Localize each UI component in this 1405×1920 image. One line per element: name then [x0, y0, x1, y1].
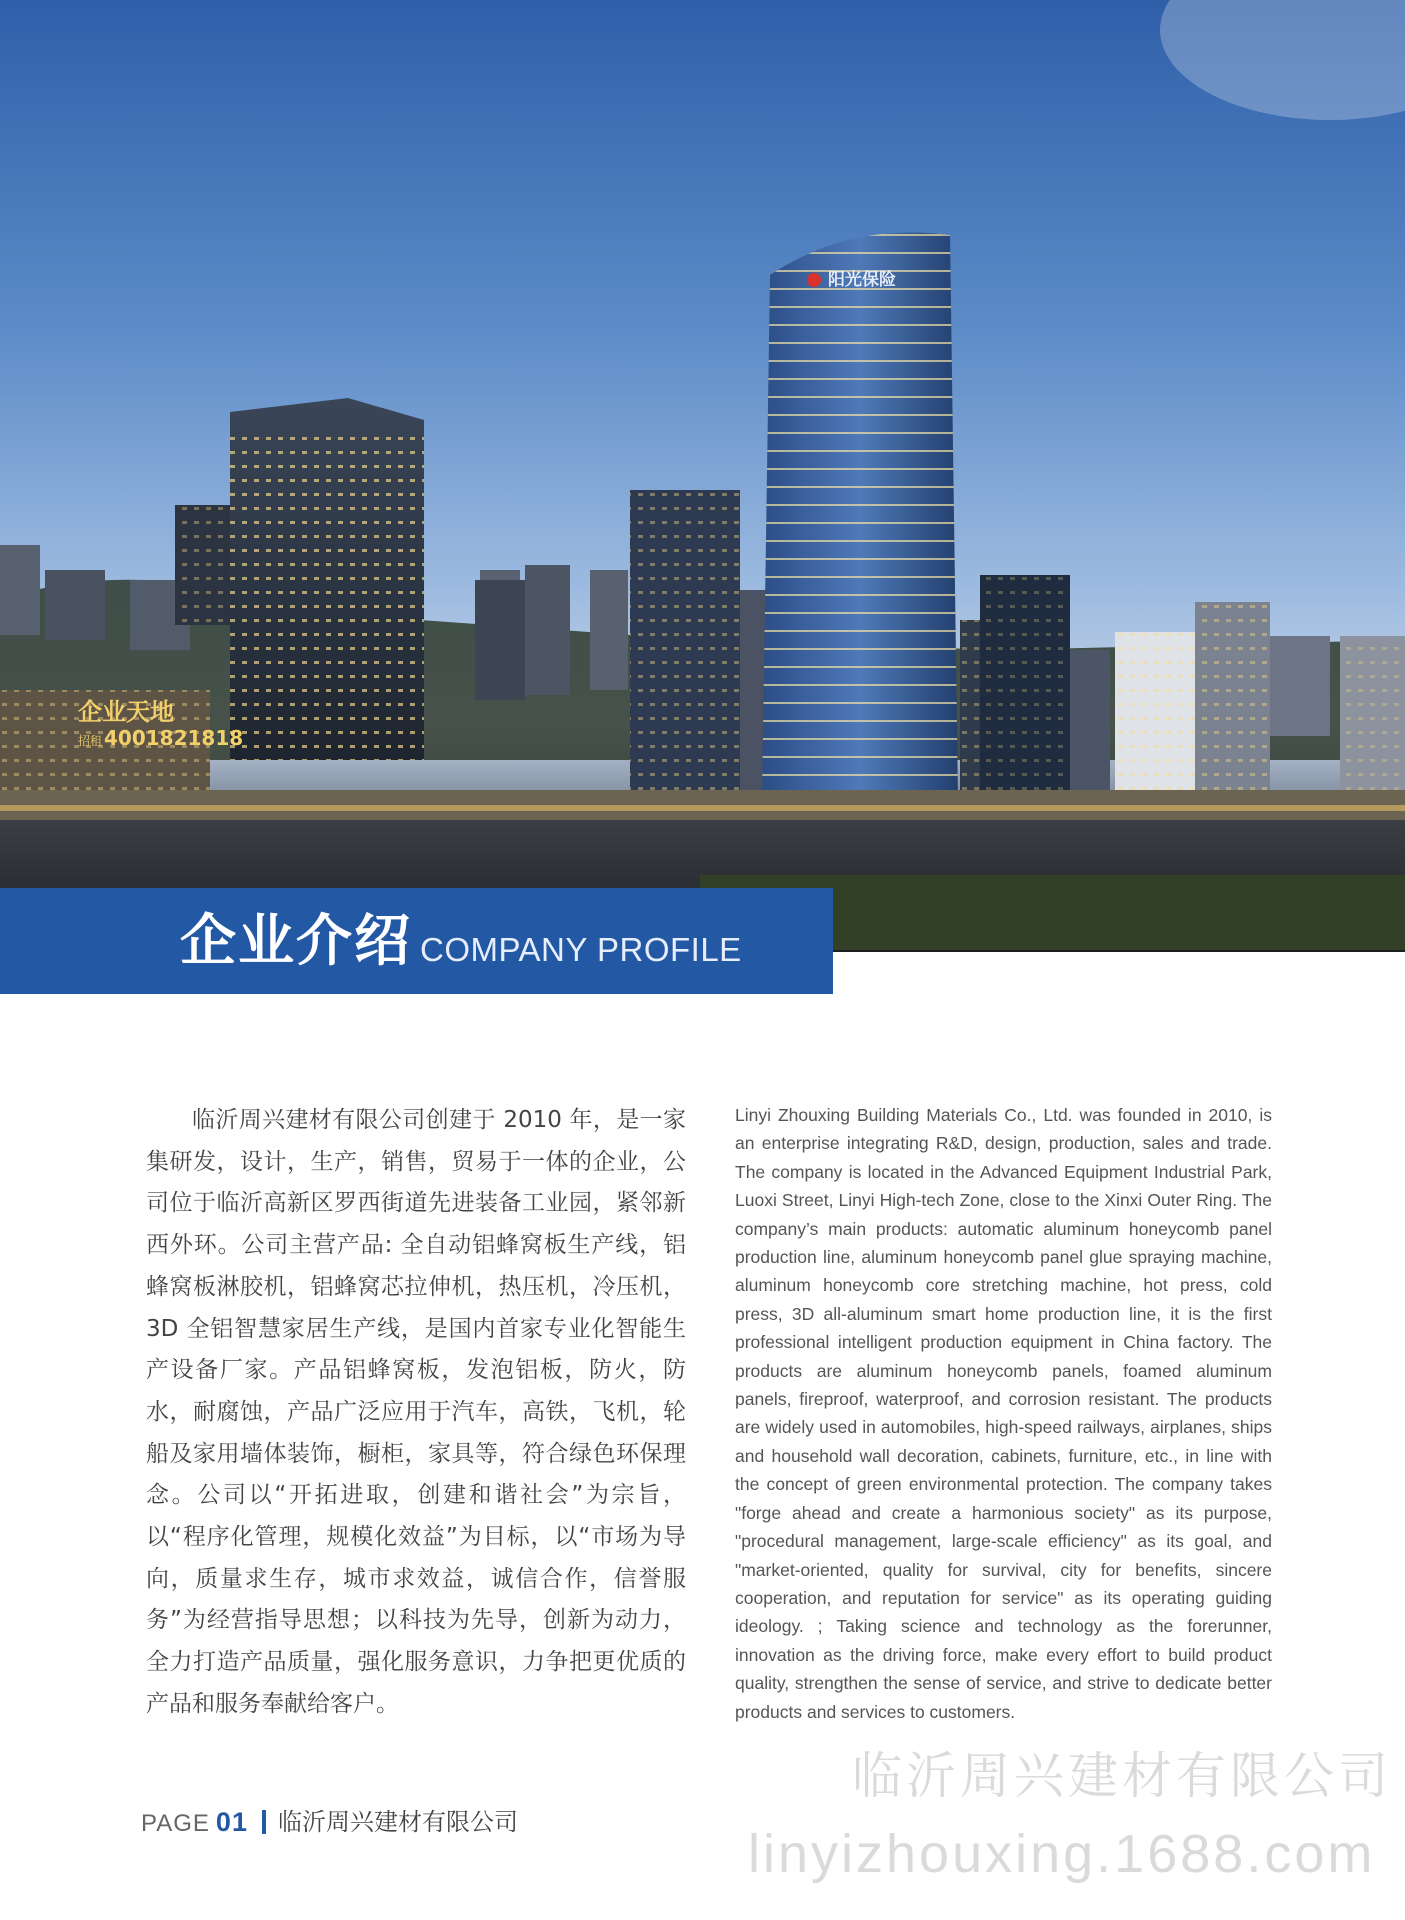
page-indicator [141, 1806, 248, 1840]
tower-sign: 阳光保险 [828, 270, 896, 290]
footer-divider [262, 1810, 266, 1834]
billboard-phone: 4001821818 [104, 726, 244, 750]
section-title-en: COMPANY PROFILE [420, 931, 742, 968]
page-label: PAGE [141, 1810, 210, 1837]
footer-company-name: 临沂周兴建材有限公司 [278, 1808, 518, 1836]
intro-text-cn: 临沂周兴建材有限公司创建于 2010 年，是一家集研发，设计，生产，销售，贸易于一体的企业，公司位于临沂高新区罗西街道先进装备工业园，紧邻新西外环。公司主营产品: 全自动铝蜂窝板生产线，铝蜂窝板淋胶机，铝蜂窝芯拉伸机，热压机，冷压机，3D 全铝智慧家居生产线，是国内首家专业化智能生产设备厂家。产品铝蜂窝板，发泡铝板，防火，防水，耐腐蚀，产品广泛应用于汽车，高铁，飞机，轮船及家用墙体装饰，橱柜，家具等，符合绿色环保理念。公司以“开拓进取，创建和谐社会”为宗旨，以“程序化管理，规模化效益”为目标，以“市场为导向，质量求生存，城市求效益，诚信合作，信誉服务”为经营指导思想；以科技为先导，创新为动力，全力打造产品质量，强化服务意识，力争把更优质的产品和服务奉献给客户。 [146, 1107, 686, 1717]
watermark-company: 临沂周兴建材有限公司 [852, 1747, 1392, 1805]
section-title-cn: 企业介绍 [180, 909, 412, 974]
billboard-label: 招租 [78, 734, 103, 748]
billboard-name: 企业天地 [78, 698, 174, 726]
intro-text-en: Linyi Zhouxing Building Materials Co., Ltd. was founded in 2010, is an enterprise integrating R&D, design, production, sales and trade. The company is located in the Advanced Equipment Industrial Park, Luoxi Street, Linyi High-tech Zone, close to the Xinxi Outer Ring. The company’s main products: automatic aluminum honeycomb panel production line, aluminum honeycomb panel glue spraying machine, aluminum honeycomb core stretching machine, hot press, cold press, 3D all-aluminum smart home production line, it is the first professional intelligent production equipment in China factory. The products are aluminum honeycomb panels, foamed aluminum panels, fireproof, waterproof, and corrosion resistant. The products are widely used in automobiles, high-speed railways, airplanes, ships and household wall decoration, cabinets, furniture, etc., in line with the concept of green environmental protection. The company takes "forge ahead and create a harmonious society" as its purpose, "procedural management, large-scale efficiency" as its goal, and "market-oriented, quality for survival, city for benefits, sincere cooperation, and reputation for service" as its operating guiding ideology. ; Taking science and technology as the forerunner, innovation as the driving force, make every effort to build product quality, strengthen the sense of service, and strive to dedicate better products and services to customers. [735, 1105, 1272, 1722]
skyline-illustration [0, 0, 1405, 952]
watermark-url: linyizhouxing.1688.com [748, 1824, 1376, 1884]
hero-cityscape-image [0, 0, 1405, 952]
page-number: 01 [215, 1807, 248, 1837]
